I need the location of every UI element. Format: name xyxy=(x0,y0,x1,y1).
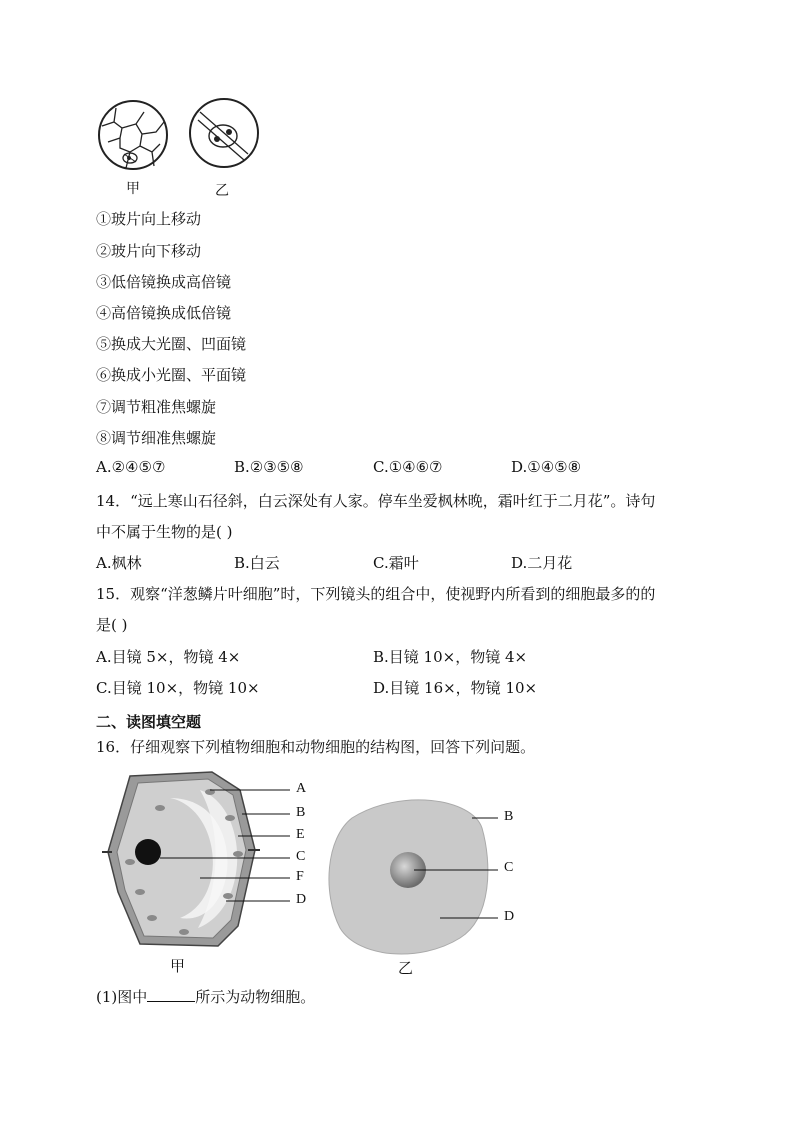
q15-stem-line2: 是( ) xyxy=(96,616,128,634)
q16-sub1-suffix: 所示为动物细胞。 xyxy=(195,988,316,1006)
q14-stem-line1: 14．“远上寒山石径斜，白云深处有人家。停车坐爱枫林晚，霜叶红于二月花”。诗句 xyxy=(96,492,656,510)
plant-cell xyxy=(102,772,290,946)
step-8: ⑧调节细准焦螺旋 xyxy=(96,429,217,447)
q14-stem-line2: 中不属于生物的是( ) xyxy=(96,523,233,541)
figure-label-jia: 甲 xyxy=(126,181,140,197)
view-yi xyxy=(190,99,258,167)
q13-option-a: A.②④⑤⑦ xyxy=(96,458,166,476)
step-3: ③低倍镜换成高倍镜 xyxy=(96,273,232,291)
q14-option-a: A.枫林 xyxy=(96,554,142,572)
step-1: ①玻片向上移动 xyxy=(96,210,202,228)
step-4: ④高倍镜换成低倍镜 xyxy=(96,304,232,322)
q13-option-d: D.①④⑤⑧ xyxy=(511,458,582,476)
animal-cell xyxy=(329,800,498,954)
section2-heading: 二、读图填空题 xyxy=(96,713,202,731)
q15-option-d: D.目镜 16×，物镜 10× xyxy=(373,679,538,697)
view-jia xyxy=(99,101,167,169)
figure-label-yi: 乙 xyxy=(215,183,229,199)
q14-option-b: B.白云 xyxy=(234,554,280,572)
q16-sub1-prefix: (1)图中 xyxy=(96,988,148,1006)
q15-stem-line1: 15．观察“洋葱鳞片叶细胞”时，下列镜头的组合中，使视野内所看到的细胞最多的的 xyxy=(96,585,656,603)
step-6: ⑥换成小光圈、平面镜 xyxy=(96,366,247,384)
plant-label-b: B xyxy=(296,805,306,820)
plant-label-d: D xyxy=(296,892,307,907)
caption-yi: 乙 xyxy=(398,959,414,977)
step-2: ②玻片向下移动 xyxy=(96,242,202,260)
cell-diagram xyxy=(100,768,530,978)
plant-label-e: E xyxy=(296,827,305,842)
q13-option-b: B.②③⑤⑧ xyxy=(234,458,304,476)
q15-option-b: B.目镜 10×，物镜 4× xyxy=(373,648,528,666)
animal-label-d: D xyxy=(504,909,515,924)
plant-label-f: F xyxy=(296,869,304,884)
q15-option-a: A.目镜 5×，物镜 4× xyxy=(96,648,241,666)
animal-label-c: C xyxy=(504,860,514,875)
plant-label-c: C xyxy=(296,849,306,864)
q13-option-c: C.①④⑥⑦ xyxy=(373,458,443,476)
caption-jia: 甲 xyxy=(170,957,186,975)
q14-option-d: D.二月花 xyxy=(511,554,573,572)
plant-label-a: A xyxy=(296,781,307,796)
animal-label-b: B xyxy=(504,809,514,824)
step-7: ⑦调节粗准焦螺旋 xyxy=(96,398,217,416)
step-5: ⑤换成大光圈、凹面镜 xyxy=(96,335,247,353)
q14-option-c: C.霜叶 xyxy=(373,554,419,572)
q15-option-c: C.目镜 10×，物镜 10× xyxy=(96,679,260,697)
q16-sub1 xyxy=(96,986,315,1007)
microscope-view-figure xyxy=(96,98,266,178)
answer-blank[interactable] xyxy=(147,987,195,1002)
q16-stem: 16．仔细观察下列植物细胞和动物细胞的结构图，回答下列问题。 xyxy=(96,738,536,756)
